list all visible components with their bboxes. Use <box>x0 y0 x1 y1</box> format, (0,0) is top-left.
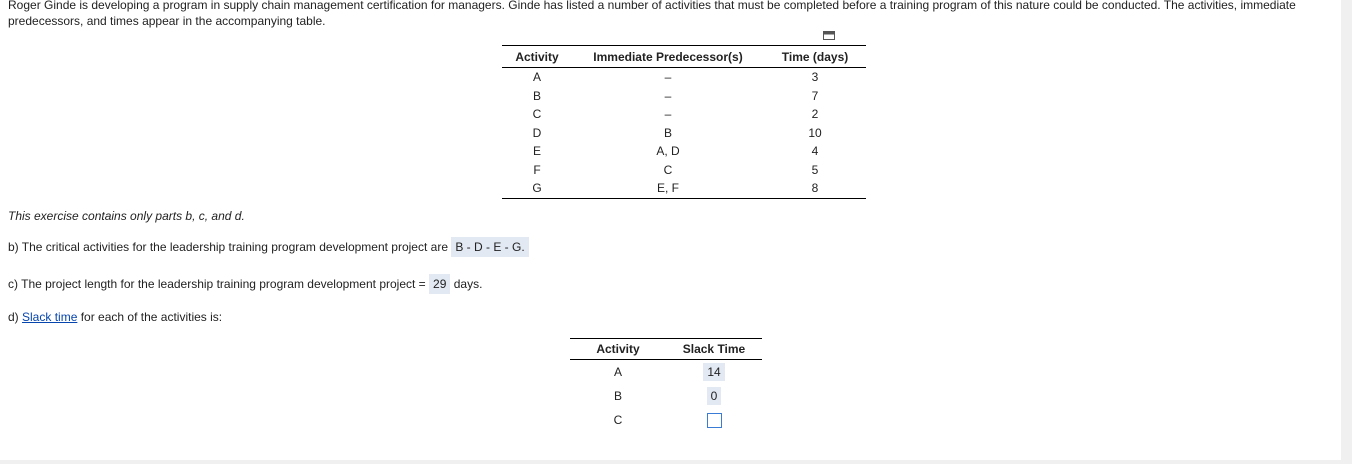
predecessor-cell: C <box>663 162 673 177</box>
time-cell: 8 <box>764 179 866 198</box>
activity-cell: B <box>532 88 541 103</box>
slack-input-c[interactable] <box>707 413 722 428</box>
activity-cell: F <box>533 162 541 177</box>
table-row <box>502 68 866 87</box>
table-row <box>570 384 762 408</box>
horizontal-scrollbar[interactable] <box>0 460 1341 464</box>
activity-cell: G <box>502 179 572 198</box>
part-d-prefix: d) <box>8 310 19 324</box>
col-header-time: Time (days) <box>764 46 866 68</box>
time-cell: 2 <box>811 107 819 122</box>
predecessor-cell: B <box>663 125 672 140</box>
time-cell: 5 <box>811 162 819 177</box>
part-b-question: b) The critical activities for the leadership training program development project are <box>8 240 448 254</box>
slack-table <box>570 338 762 432</box>
time-cell: 3 <box>811 70 819 85</box>
activity-cell: B <box>613 389 622 403</box>
activity-cell: C <box>613 413 623 427</box>
time-cell: 7 <box>811 88 819 103</box>
table-row <box>570 360 762 385</box>
part-b-line <box>8 240 529 254</box>
part-c-question: c) The project length for the leadership training program development project = <box>8 277 426 291</box>
problem-statement: Roger Ginde is developing a program in supply chain management certification for managers. Ginde has listed a number of activities that must be completed before a training program of this nature could be conducted. The activities, immediate predecessors, and times appear in the accompanying table. <box>8 0 1296 28</box>
table-row <box>502 124 866 143</box>
critical-path-answer[interactable]: B - D - E - G. <box>451 237 528 257</box>
table-row <box>502 161 866 180</box>
part-d-line <box>8 310 222 324</box>
table-row <box>502 87 866 106</box>
table-row <box>570 408 762 432</box>
exercise-note: This exercise contains only parts b, c, and d. <box>8 209 245 223</box>
predecessor-cell: A, D <box>656 144 680 159</box>
part-d-suffix: for each of the activities is: <box>80 310 223 324</box>
activity-table <box>502 45 866 199</box>
part-c-line <box>8 277 482 291</box>
slack-answer-a[interactable]: 14 <box>703 363 724 381</box>
col-header-activity: Activity <box>570 339 666 360</box>
slack-time-link[interactable]: Slack time <box>22 310 78 324</box>
col-header-predecessors: Immediate Predecessor(s) <box>572 46 764 68</box>
activity-cell: D <box>532 125 542 140</box>
activity-cell: A <box>532 70 541 85</box>
activity-cell: E <box>532 144 541 159</box>
table-row <box>502 142 866 161</box>
time-cell: 10 <box>808 125 822 140</box>
predecessor-cell: – <box>664 88 672 103</box>
project-length-answer[interactable]: 29 <box>429 274 450 294</box>
part-c-unit: days. <box>453 277 483 291</box>
activity-cell: C <box>532 107 542 122</box>
activity-cell: A <box>613 365 622 379</box>
predecessor-cell: E, F <box>572 179 764 198</box>
col-header-slack: Slack Time <box>666 339 762 360</box>
time-cell: 4 <box>811 144 819 159</box>
copy-icon[interactable] <box>823 31 835 42</box>
vertical-scrollbar[interactable] <box>1341 0 1352 464</box>
table-row <box>502 105 866 124</box>
predecessor-cell: – <box>664 107 672 122</box>
col-header-activity: Activity <box>502 46 572 68</box>
predecessor-cell: – <box>664 70 672 85</box>
table-row <box>502 179 866 198</box>
slack-answer-b[interactable]: 0 <box>707 387 722 405</box>
